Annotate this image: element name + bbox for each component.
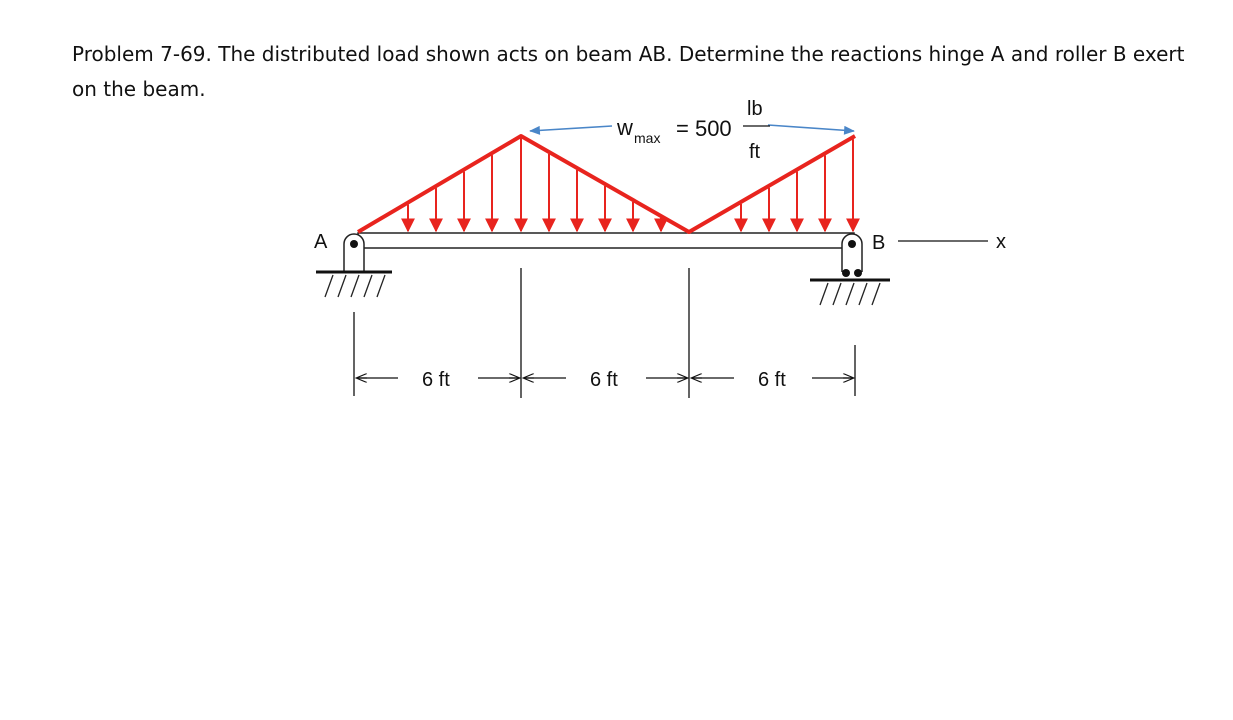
load-outline — [358, 136, 855, 232]
beam — [358, 233, 854, 248]
wmax-value: = 500 — [676, 116, 732, 141]
wmax-symbol: w — [617, 115, 633, 140]
dim-label-1: 6 ft — [422, 369, 450, 391]
label-b: B — [872, 232, 886, 254]
wmax-left-arrow — [530, 126, 612, 131]
wmax-right-arrow — [768, 125, 854, 131]
wmax-subscript: max — [634, 130, 661, 146]
distributed-load — [358, 136, 855, 232]
problem-statement: Problem 7-69. The distributed load shown acts on beam AB. Determine the reactions hinge A and roller B exert on the beam. — [72, 42, 1185, 101]
dim-label-2: 6 ft — [590, 369, 618, 391]
dim-label-3: 6 ft — [758, 369, 786, 391]
unit-denominator: ft — [749, 141, 761, 163]
unit-numerator: lb — [747, 98, 763, 120]
label-a: A — [314, 231, 328, 253]
label-x: x — [996, 231, 1006, 253]
